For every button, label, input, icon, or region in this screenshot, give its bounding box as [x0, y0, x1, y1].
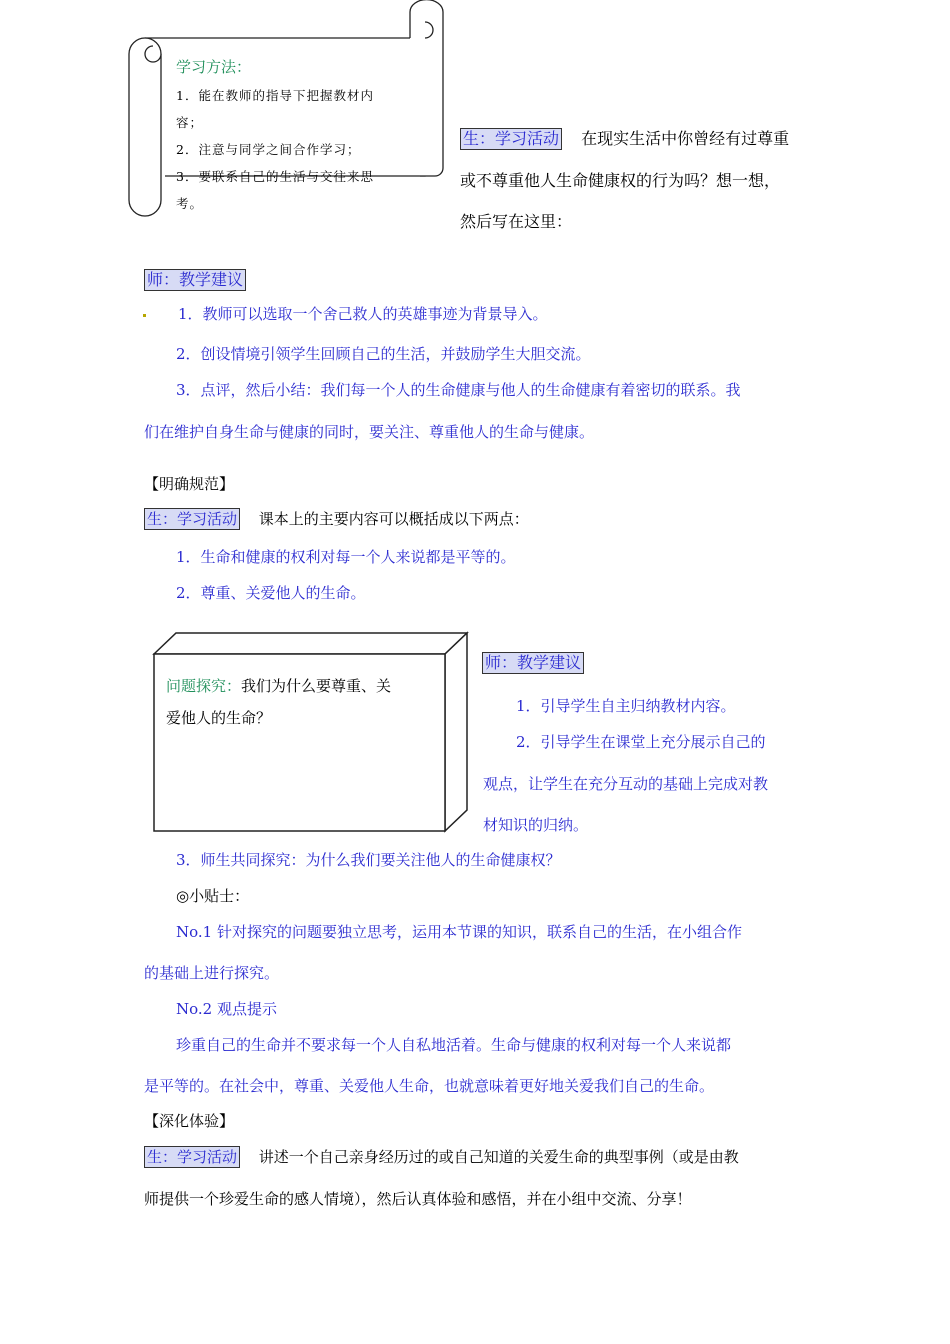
section-heading-2: 【深化体验】	[144, 1112, 235, 1130]
tip-1a: No.1 针对探究的问题要独立思考，运用本节课的知识，联系自己的生活，在小组合作	[176, 923, 742, 941]
tips-title: ◎小贴士：	[176, 887, 250, 905]
activity-1-line-3: 然后写在这里：	[460, 212, 573, 231]
activity-3-line-1: 讲述一个自己亲身经历过的或自己知道的关爱生命的典型事例（或是由教	[258, 1148, 739, 1166]
tip-paragraph-2: 是平等的。在社会中，尊重、关爱他人生命，也就意味着更好地关爱我们自己的生命。	[144, 1077, 715, 1095]
teacher-2-item-3: 3．师生共同探究：为什么我们要关注他人的生命健康权？	[176, 851, 561, 869]
student-activity-tag: 生：学习活动	[460, 128, 562, 150]
activity-2-text: 课本上的主要内容可以概括成以下两点：	[258, 510, 529, 528]
teacher-2-item-1: 1．引导学生自主归纳教材内容。	[516, 697, 736, 715]
scroll-shape	[125, 0, 450, 218]
scroll-item-3b: 考。	[176, 196, 204, 211]
inquiry-box	[150, 630, 472, 835]
teacher-2-item-2c: 材知识的归纳。	[483, 816, 589, 834]
student-activity-tag: 生：学习活动	[144, 1146, 240, 1168]
tip-2: No.2 观点提示	[176, 1000, 277, 1018]
tip-paragraph-1: 珍重自己的生命并不要求每一个人自私地活着。生命与健康的权利对每一个人来说都	[176, 1036, 732, 1054]
activity-2	[144, 508, 529, 530]
teacher-suggestion-tag: 师：教学建议	[144, 269, 246, 291]
teacher-tag-2-wrap	[482, 652, 584, 674]
tip-1b: 的基础上进行探究。	[144, 964, 280, 982]
teacher-1-item-3b: 们在维护自身生命与健康的同时，要关注、尊重他人的生命与健康。	[144, 423, 595, 441]
inquiry-question-a: 我们为什么要尊重、关	[241, 677, 392, 695]
teacher-2-item-2a: 2．引导学生在课堂上充分展示自己的	[516, 733, 766, 751]
inquiry-question-b: 爱他人的生命？	[166, 709, 272, 727]
scroll-title: 学习方法：	[176, 58, 252, 76]
teacher-1-item-3a: 3．点评，然后小结：我们每一个人的生命健康与他人的生命健康有着密切的联系。我	[176, 381, 741, 399]
teacher-1-item-2: 2．创设情境引领学生回顾自己的生活，并鼓励学生大胆交流。	[176, 345, 591, 363]
scroll-item-1b: 容；	[176, 115, 204, 130]
activity-3	[144, 1146, 739, 1168]
inquiry-label: 问题探究：	[166, 677, 242, 695]
activity-3-line-2: 师提供一个珍爱生命的感人情境），然后认真体验和感悟，并在小组中交流、分享！	[144, 1190, 692, 1208]
teacher-2-item-2b: 观点，让学生在充分互动的基础上完成对教	[483, 775, 769, 793]
scroll-item-1a: 1．能在教师的指导下把握教材内	[176, 88, 374, 103]
activity-1-line-1: 在现实生活中你曾经有过尊重	[581, 129, 790, 148]
teacher-suggestion-tag: 师：教学建议	[482, 652, 584, 674]
activity-1	[460, 126, 789, 150]
teacher-tag-1-wrap	[144, 269, 246, 291]
activity-2-item-1: 1．生命和健康的权利对每一个人来说都是平等的。	[176, 548, 516, 566]
teacher-1-item-1: 1．教师可以选取一个舍己救人的英雄事迹为背景导入。	[178, 305, 548, 323]
activity-2-item-2: 2．尊重、关爱他人的生命。	[176, 584, 366, 602]
scroll-item-3a: 3．要联系自己的生活与交往来思	[176, 169, 374, 184]
student-activity-tag: 生：学习活动	[144, 508, 240, 530]
scroll-item-2: 2．注意与同学之间合作学习；	[176, 142, 361, 157]
inquiry-text-a	[166, 675, 391, 696]
activity-1-line-2: 或不尊重他人生命健康权的行为吗？想一想，	[460, 171, 781, 190]
bullet-dot	[143, 314, 146, 317]
section-heading-1: 【明确规范】	[144, 475, 235, 493]
